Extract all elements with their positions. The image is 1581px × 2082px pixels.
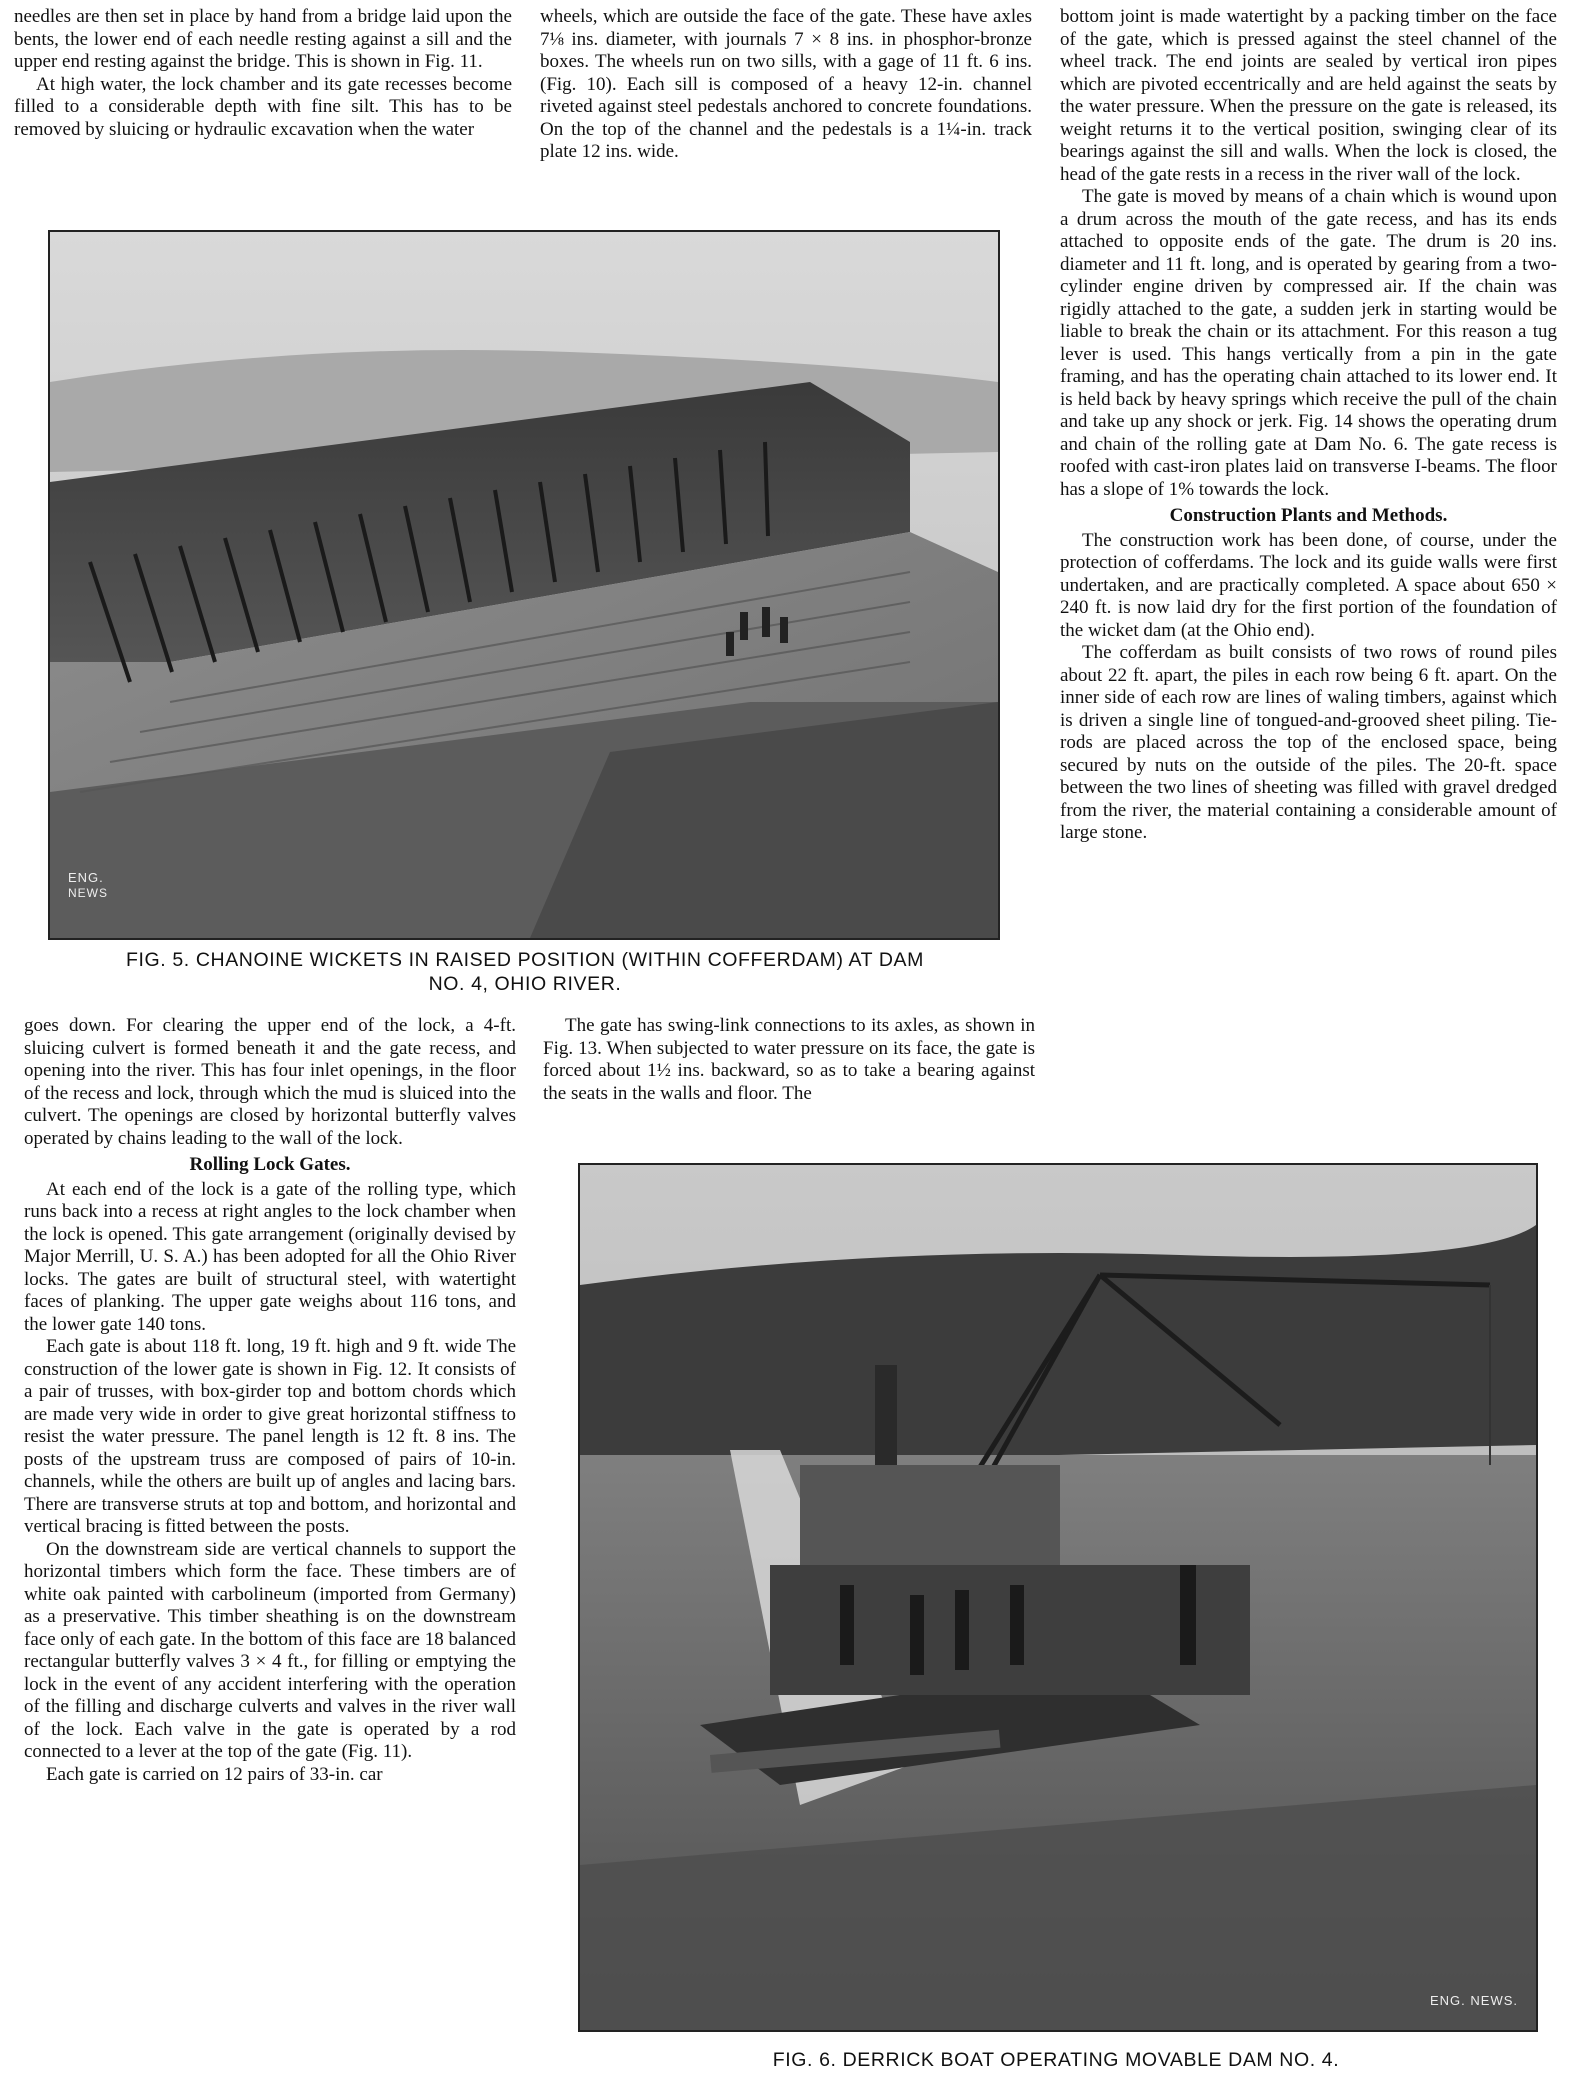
- fig5-caption: [60, 948, 990, 996]
- paragraph: needles are then set in place by hand from a bridge laid upon the bents, the lower end of each needle resting against a sill and the upper end resting against the bridge. This is shown in Fig. 11.: [14, 6, 512, 72]
- paragraph: The gate is moved by means of a chain which is wound upon a drum across the mouth of the gate recess, and has its ends attached to opposite ends of the gate. The drum is 20 ins. diameter and 11 ft. long, and is operated by gearing from a two-cylinder engine driven by compressed air. If the chain was rigidly attached to the gate, a sudden jerk in starting would be liable to break the chain or its attachment. For this reason a tug lever is used. This hangs vertically from a pin in the gate framing, and has the operating chain attached to its lower end. It is held back by heavy springs which receive the pull of the chain and take up any shock or jerk. Fig. 14 shows the operating drum and chain of the rolling gate at Dam No. 6. The gate recess is roofed with cast-iron plates laid on transverse I-beams. The floor has a slope of 1% towards the lock.: [1060, 186, 1557, 500]
- fig5-illustration: [50, 232, 998, 938]
- paragraph: The cofferdam as built consists of two rows of round piles about 22 ft. apart, the piles in each row being 6 ft. apart. On the inner side of each row are lines of waling timbers, against which is driven a single line of tongued-and-grooved sheet piling. Tie-rods are placed across the top of the enclosed space, being secured by nuts on the outside of the piles. The 20-ft. space between the two lines of sheeting was filled with gravel dredged from the river, the material containing a considerable amount of large stone.: [1060, 642, 1557, 843]
- column-bottom-left: [24, 1015, 516, 1786]
- section-heading: Construction Plants and Methods.: [1169, 505, 1448, 526]
- paragraph: At high water, the lock chamber and its gate recesses become filled to a considerable depth with fine silt. This has to be removed by sluicing or hydraulic excavation when the water: [14, 73, 512, 140]
- column-bottom-middle: [543, 1015, 1035, 1105]
- fig6-illustration: [580, 1165, 1536, 2030]
- paragraph: wheels, which are outside the face of the gate. These have axles 7⅛ ins. diameter, with journals 7 × 8 ins. in phosphor-bronze boxes. The wheels run on two sills, with a gage of 11 ft. 6 ins. (Fig. 10). Each sill is composed of a heavy 12-in. channel riveted against steel pedestals anchored to concrete foundations. On the top of the channel and the pedestals is a 1¼-in. track plate 12 ins. wide.: [540, 6, 1032, 162]
- column-right: [1060, 6, 1557, 845]
- column-top-left: [14, 6, 512, 141]
- paragraph: The construction work has been done, of course, under the protection of cofferdams. The lock and its guide walls were first undertaken, and are practically completed. A space about 650 × 240 ft. is now laid dry for the first portion of the foundation of the wicket dam (at the Ohio end).: [1060, 529, 1557, 641]
- paragraph: bottom joint is made watertight by a packing timber on the face of the gate, which is pressed against the steel channel of the wheel track. The end joints are sealed by vertical iron pipes which are pivoted eccentrically and are held against the seats by the water pressure. When the pressure on the gate is released, its weight returns it to the vertical position, swinging clear of its bearings against the sill and walls. When the lock is closed, the head of the gate rests in a recess in the river wall of the lock.: [1060, 6, 1557, 185]
- fig5-credit-line1: ENG.: [68, 870, 104, 885]
- fig6-credit: ENG. NEWS.: [1430, 1993, 1519, 2008]
- fig5-photo: [48, 230, 1000, 940]
- fig5-caption-line2: NO. 4, OHIO RIVER.: [428, 973, 622, 995]
- paragraph: The gate has swing-link connections to its axles, as shown in Fig. 13. When subjected to water pressure on its face, the gate is forced about 1½ ins. backward, so as to take a bearing against the seats in the walls and floor. The: [543, 1015, 1035, 1104]
- fig5-credit-line2: NEWS: [68, 886, 108, 900]
- fig6-photo: [578, 1163, 1538, 2032]
- paragraph: Each gate is about 118 ft. long, 19 ft. high and 9 ft. wide The construction of the lower gate is shown in Fig. 12. It consists of a pair of trusses, with box-girder top and bottom chords which are made very wide in order to give great horizontal stiffness to resist the water pressure. The panel length is 12 ft. 8 ins. The posts of the upstream truss are composed of pairs of 10-in. channels, while the others are built up of angles and lacing bars. There are transverse struts at top and bottom, and horizontal and vertical bracing is fitted between the posts.: [24, 1336, 516, 1537]
- paragraph: goes down. For clearing the upper end of the lock, a 4-ft. sluicing culvert is formed beneath it and the gate recess, and opening into the river. This has four inlet openings, in the floor of the recess and lock, through which the mud is sluiced into the culvert. The openings are closed by horizontal butterfly valves operated by chains leading to the wall of the lock.: [24, 1015, 516, 1149]
- fig6-caption: FIG. 6. DERRICK BOAT OPERATING MOVABLE DAM NO. 4.: [772, 2049, 1340, 2071]
- column-top-middle: [540, 6, 1032, 164]
- paragraph: Each gate is carried on 12 pairs of 33-in. car: [46, 1763, 383, 1785]
- fig5-caption-line1: FIG. 5. CHANOINE WICKETS IN RAISED POSITION (WITHIN COFFERDAM) AT DAM: [126, 949, 924, 971]
- paragraph: At each end of the lock is a gate of the rolling type, which runs back into a recess at right angles to the lock chamber when the lock is opened. This gate arrangement (originally devised by Major Merrill, U. S. A.) has been adopted for all the Ohio River locks. The gates are built of structural steel, with watertight faces of planking. The upper gate weighs about 116 tons, and the lower gate 140 tons.: [24, 1178, 516, 1335]
- section-heading: Rolling Lock Gates.: [189, 1154, 351, 1175]
- paragraph: On the downstream side are vertical channels to support the horizontal timbers which form the face. These timbers are of white oak painted with carbolineum (imported from Germany) as a preservative. This timber sheathing is on the downstream face only of each gate. In the bottom of this face are 18 balanced rectangular butterfly valves 3 × 4 ft., for filling or emptying the lock in the event of any accident interfering with the operation of the filling and discharge culverts and valves in the river wall of the lock. Each valve in the gate is operated by a rod connected to a lever at the top of the gate (Fig. 11).: [24, 1538, 516, 1762]
